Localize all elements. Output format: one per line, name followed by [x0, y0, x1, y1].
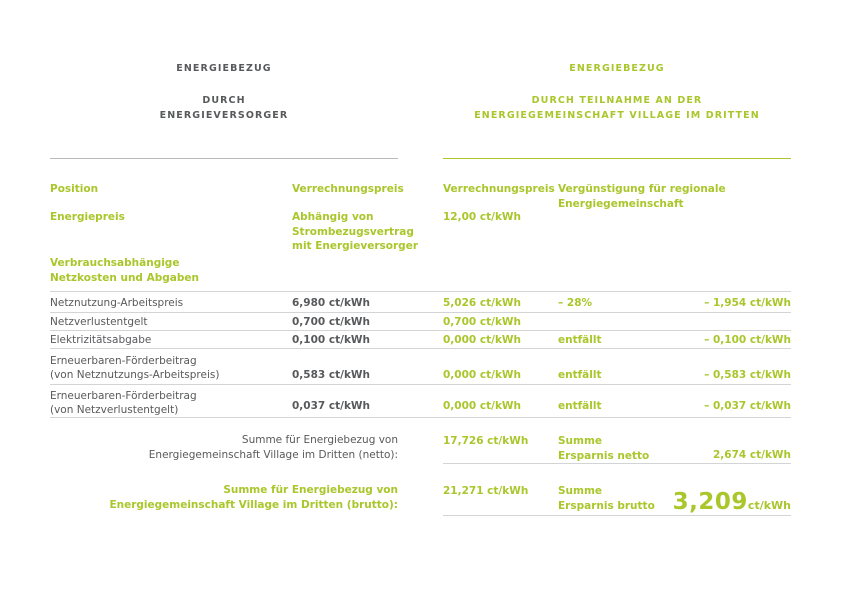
summary-netto-label-line2: Energiegemeinschaft Village im Dritten (netto):: [148, 449, 398, 461]
summary-brutto-label-line1: Summe für Energiebezug von: [223, 484, 398, 496]
row-4-left-value: 0,037 ct/kWh: [292, 400, 370, 412]
header-rule-left: [50, 158, 398, 159]
row-3-left-value: 0,583 ct/kWh: [292, 369, 370, 381]
right-header-line3: ENERGIEGEMEINSCHAFT VILLAGE IM DRITTEN: [474, 110, 760, 121]
row-3-label-line2: (von Netznutzungs-Arbeitspreis): [50, 369, 220, 381]
summary-brutto-saving-highlight: [591, 489, 791, 515]
row-0-discount-note: – 28%: [558, 297, 593, 309]
table-row: Elektrizitätsabgabe: [50, 334, 152, 346]
energiepreis-left-line1: Abhängig von: [292, 211, 374, 223]
summary-brutto-saving-line2: Ersparnis brutto: [558, 499, 655, 512]
section-title-line1: Verbrauchsabhängige: [50, 257, 180, 269]
right-column-header: [443, 61, 791, 123]
column-header-verrechnungspreis-right: Verrechnungspreis: [443, 183, 555, 195]
row-0-discount-value: – 1,954 ct/kWh: [704, 297, 791, 309]
header-rule-right: [443, 158, 791, 159]
row-2-discount-note: entfällt: [558, 334, 602, 346]
row-rule-2: [50, 330, 791, 331]
row-3-right-value: 0,000 ct/kWh: [443, 369, 521, 381]
table-row: Netznutzung-Arbeitspreis: [50, 297, 184, 309]
verguenstigung-line1: Vergünstigung für regionale: [558, 183, 726, 195]
energiepreis-left-note: [292, 210, 442, 254]
row-4-discount-value: – 0,037 ct/kWh: [704, 400, 791, 412]
summary-brutto-rule: [443, 515, 791, 516]
row-3-label-line1: Erneuerbaren-Förderbeitrag: [50, 355, 197, 367]
summary-netto-saving-line2: Ersparnis netto: [558, 449, 650, 462]
summary-netto-label-line1: Summe für Energiebezug von: [241, 434, 398, 446]
energiepreis-left-line3: mit Energieversorger: [292, 240, 418, 252]
column-header-verrechnungspreis-left: Verrechnungspreis: [292, 183, 404, 195]
left-header-line3: ENERGIEVERSORGER: [159, 110, 289, 121]
row-4-discount-note: entfällt: [558, 400, 602, 412]
row-1-left-value: 0,700 ct/kWh: [292, 316, 370, 328]
row-1-right-value: 0,700 ct/kWh: [443, 316, 521, 328]
row-2-left-value: 0,100 ct/kWh: [292, 334, 370, 346]
table-row: Netzverlustentgelt: [50, 316, 148, 328]
summary-brutto-label-line2: Energiegemeinschaft Village im Dritten (brutto):: [109, 499, 398, 511]
row-rule-1: [50, 312, 791, 313]
row-2-right-value: 0,000 ct/kWh: [443, 334, 521, 346]
summary-netto-total: 17,726 ct/kWh: [443, 435, 529, 447]
row-rule-3: [50, 348, 791, 349]
row-rule-4: [50, 384, 791, 385]
summary-netto-saving-value: 2,674 ct/kWh: [713, 449, 791, 461]
summary-brutto-saving-number: 3,209: [672, 489, 748, 515]
right-header-line1: ENERGIEBEZUG: [569, 63, 665, 74]
right-header-line2: DURCH TEILNAHME AN DER: [531, 95, 703, 106]
row-4-label-line1: Erneuerbaren-Förderbeitrag: [50, 390, 197, 402]
row-4-right-value: 0,000 ct/kWh: [443, 400, 521, 412]
column-header-verguenstigung: [558, 182, 793, 211]
summary-brutto-saving-line1: Summe: [558, 485, 603, 497]
summary-netto-rule: [443, 463, 791, 464]
row-0-left-value: 6,980 ct/kWh: [292, 297, 370, 309]
row-4-label-line2: (von Netzverlustentgelt): [50, 404, 179, 416]
table-row: [50, 389, 290, 417]
summary-brutto-saving-unit: ct/kWh: [747, 499, 791, 512]
row-3-discount-note: entfällt: [558, 369, 602, 381]
row-rule-5: [50, 417, 791, 418]
left-header-line2: DURCH: [202, 95, 246, 106]
left-header-line1: ENERGIEBEZUG: [176, 63, 272, 74]
table-row: [50, 354, 290, 382]
row-label-energiepreis: Energiepreis: [50, 211, 125, 223]
column-header-position: Position: [50, 183, 99, 195]
row-3-discount-value: – 0,583 ct/kWh: [704, 369, 791, 381]
section-title-line2: Netzkosten und Abgaben: [50, 271, 199, 284]
summary-brutto-total: 21,271 ct/kWh: [443, 485, 529, 497]
section-title-netzkosten: [50, 256, 290, 285]
energiepreis-left-line2: Strombezugsvertrag: [292, 225, 414, 238]
energiepreis-right-value: 12,00 ct/kWh: [443, 211, 521, 223]
summary-brutto-label: [50, 483, 398, 513]
verguenstigung-line2: Energiegemeinschaft: [558, 197, 684, 210]
left-column-header: [50, 61, 398, 123]
summary-netto-label: [50, 433, 398, 463]
row-rule-0: [50, 291, 791, 292]
summary-netto-saving-line1: Summe: [558, 435, 603, 447]
row-2-discount-value: – 0,100 ct/kWh: [704, 334, 791, 346]
row-0-right-value: 5,026 ct/kWh: [443, 297, 521, 309]
